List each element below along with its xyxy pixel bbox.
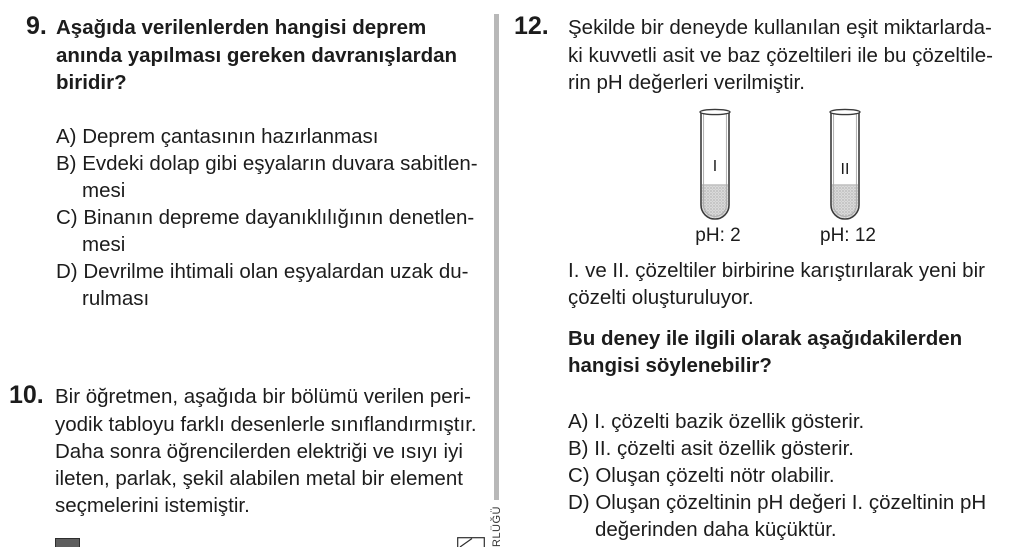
option-text: II. çözelti asit özellik gösterir. (594, 437, 854, 460)
margin-text: RLÜĞÜ (491, 505, 503, 547)
option-letter: D) (56, 260, 78, 283)
question-9-option-b (56, 150, 478, 177)
question-9-number: 9. (26, 12, 47, 40)
question-12-info-line: I. ve II. çözeltiler birbirine karıştırılarak yeni bir (568, 259, 985, 282)
question-12-number: 12. (514, 12, 549, 40)
tube-ii-ph-label: pH: 12 (820, 225, 876, 246)
question-9-option-d (56, 258, 468, 285)
question-9-option-a (56, 123, 378, 150)
question-12-prompt-line: hangisi söylenebilir? (568, 354, 772, 377)
question-12-stem-line: rin pH değerleri verilmiştir. (568, 71, 805, 94)
question-12-option-c (568, 462, 835, 489)
tube-i-label: I (712, 158, 718, 175)
question-12-info-line: çözelti oluşturuluyor. (568, 286, 754, 309)
test-tube-i (700, 109, 730, 219)
question-10-stem-line: seçmelerini istemiştir. (55, 494, 250, 517)
option-text-continued: değerinden daha küçüktür. (595, 518, 837, 541)
option-text-continued: mesi (82, 233, 126, 256)
option-text: Devrilme ihtimali olan eşyalardan uzak du- (83, 260, 469, 283)
option-text: Binanın depreme dayanıklılığının denetlen- (83, 206, 475, 229)
option-text: Oluşan çözelti nötr olabilir. (595, 464, 835, 487)
question-12-option-d (568, 489, 986, 516)
question-12-option-b (568, 435, 854, 462)
question-12-stem-line: ki kuvvetli asit ve baz çözeltileri ile bu çözeltile- (568, 44, 993, 67)
option-text: Deprem çantasının hazırlanması (82, 125, 379, 148)
tube-i-rim (700, 109, 730, 114)
solution-i-liquid (702, 185, 728, 218)
option-text: Oluşan çözeltinin pH değeri I. çözeltinin pH (595, 491, 987, 514)
option-text: I. çözelti bazik özellik gösterir. (594, 410, 865, 433)
question-10-stem-line: yodik tabloyu farklı desenlerle sınıflandırmıştır. (55, 413, 477, 436)
test-tubes-figure (680, 100, 880, 225)
option-letter: D) (568, 491, 590, 514)
tube-ii-label: II (840, 161, 850, 178)
test-tube-ii (830, 109, 860, 219)
tube-ii-rim (830, 109, 860, 114)
option-letter: B) (568, 437, 589, 460)
question-10-stem-line: Bir öğretmen, aşağıda bir bölümü verilen peri- (55, 385, 471, 408)
question-10-stem-line: ileten, parlak, şekil alabilen metal bir element (55, 467, 463, 490)
question-9-stem-line: biridir? (56, 71, 127, 94)
question-9-stem-line: anında yapılması gereken davranışlardan (56, 44, 458, 67)
question-12-stem-line: Şekilde bir deneyde kullanılan eşit miktarlarda- (568, 16, 992, 39)
solution-ii-liquid (832, 185, 858, 218)
option-letter: C) (568, 464, 590, 487)
question-10-number: 10. (9, 381, 44, 409)
option-text-continued: mesi (82, 179, 126, 202)
question-12-option-a (568, 408, 864, 435)
option-letter: A) (56, 125, 77, 148)
tube-i-ph-label: pH: 2 (695, 225, 741, 246)
option-letter: C) (56, 206, 78, 229)
option-text: Evdeki dolap gibi eşyaların duvara sabitlen- (82, 152, 478, 175)
question-9-option-c (56, 204, 474, 231)
option-letter: B) (56, 152, 77, 175)
periodic-table-cell-filled (55, 538, 80, 547)
column-divider (494, 14, 499, 500)
question-9-stem-line: Aşağıda verilenlerden hangisi deprem (56, 16, 427, 39)
option-text-continued: rulması (82, 287, 150, 310)
question-12-prompt-line: Bu deney ile ilgili olarak aşağıdakilerden (568, 327, 963, 350)
option-letter: A) (568, 410, 589, 433)
question-10-stem-line: Daha sonra öğrencilerden elektriği ve ısıyı iyi (55, 440, 463, 463)
periodic-table-cell-hatched (457, 537, 485, 547)
